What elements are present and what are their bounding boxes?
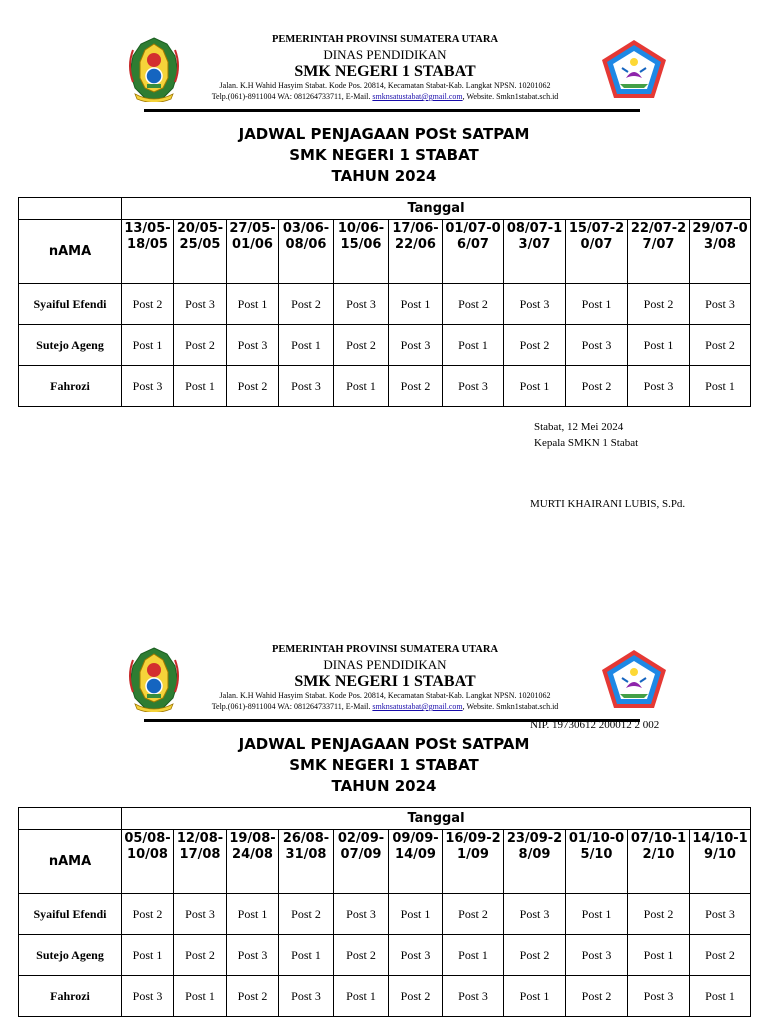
- post-assignment-cell: Post 1: [389, 284, 443, 325]
- post-assignment-cell: Post 2: [279, 894, 334, 935]
- signature-name: MURTI KHAIRANI LUBIS, S.Pd.: [530, 498, 686, 510]
- post-assignment-cell: Post 1: [690, 366, 751, 407]
- post-assignment-cell: Post 1: [443, 325, 504, 366]
- date-group-header: Tanggal: [122, 198, 751, 220]
- letterhead-contact: [190, 702, 580, 711]
- date-column-header: 07/10-12/10: [628, 830, 690, 894]
- post-assignment-cell: Post 1: [628, 325, 690, 366]
- date-column-header: 02/09-07/09: [334, 830, 389, 894]
- post-assignment-cell: Post 1: [122, 935, 174, 976]
- letterhead-school-name: SMK NEGERI 1 STABAT: [294, 673, 476, 690]
- post-assignment-cell: Post 1: [443, 935, 504, 976]
- date-group-header: Tanggal: [122, 808, 751, 830]
- post-assignment-cell: Post 1: [628, 935, 690, 976]
- post-assignment-cell: Post 3: [174, 894, 227, 935]
- guard-name-cell: Sutejo Ageng: [19, 325, 122, 366]
- contact-website: , Website. Smkn1stabat.sch.id: [462, 702, 559, 711]
- document-year: TAHUN 2024: [331, 777, 437, 795]
- post-assignment-cell: Post 3: [504, 894, 566, 935]
- signature-nip: NIP. 19730612 200012 2 002: [530, 719, 660, 731]
- post-assignment-cell: Post 1: [279, 325, 334, 366]
- post-assignment-cell: Post 3: [227, 935, 279, 976]
- date-column-header: 20/05-25/05: [174, 220, 227, 284]
- letterhead: [0, 610, 768, 725]
- signature-position: Kepala SMKN 1 Stabat: [534, 437, 639, 449]
- post-assignment-cell: Post 2: [443, 894, 504, 935]
- letterhead-address: Jalan. K.H Wahid Hasyim Stabat. Kode Pos. 20814, Kecamatan Stabat-Kab. Langkat NPSN. 10201062: [219, 81, 551, 90]
- email-link[interactable]: smknsatustabat@gmail.com: [372, 92, 463, 101]
- date-column-header: 09/09-14/09: [389, 830, 443, 894]
- date-column-header: 23/09-28/09: [504, 830, 566, 894]
- post-assignment-cell: Post 3: [690, 894, 751, 935]
- post-assignment-cell: Post 3: [443, 366, 504, 407]
- post-assignment-cell: Post 2: [122, 284, 174, 325]
- document-title: JADWAL PENJAGAAN POSt SATPAM: [238, 125, 530, 143]
- post-assignment-cell: Post 1: [279, 935, 334, 976]
- table-group-header-row: [19, 198, 751, 220]
- table-row: [19, 284, 751, 325]
- post-assignment-cell: Post 3: [443, 976, 504, 1017]
- table-date-header-row: [19, 220, 751, 284]
- name-column-header: nAMA: [19, 220, 122, 284]
- table-row: [19, 976, 751, 1017]
- email-link[interactable]: smknsatustabat@gmail.com: [372, 702, 463, 711]
- date-column-header: 08/07-13/07: [504, 220, 566, 284]
- letterhead-department: DINAS PENDIDIKAN: [323, 657, 447, 672]
- post-assignment-cell: Post 3: [504, 284, 566, 325]
- date-column-header: 14/10-19/10: [690, 830, 751, 894]
- post-assignment-cell: Post 3: [628, 976, 690, 1017]
- blank-header-cell: [19, 198, 122, 220]
- table-row: [19, 325, 751, 366]
- date-column-header: 26/08-31/08: [279, 830, 334, 894]
- date-column-header: 17/06-22/06: [389, 220, 443, 284]
- post-assignment-cell: Post 3: [334, 284, 389, 325]
- document-title: JADWAL PENJAGAAN POSt SATPAM: [238, 735, 530, 753]
- letterhead-government: PEMERINTAH PROVINSI SUMATERA UTARA: [271, 34, 499, 45]
- post-assignment-cell: Post 1: [389, 894, 443, 935]
- letterhead-school-name: SMK NEGERI 1 STABAT: [294, 63, 476, 80]
- post-assignment-cell: Post 2: [566, 366, 628, 407]
- letterhead-divider: [144, 109, 640, 112]
- schedule-table-2: [18, 807, 751, 1017]
- post-assignment-cell: Post 2: [690, 935, 751, 976]
- guard-name-cell: Syaiful Efendi: [19, 894, 122, 935]
- province-emblem-icon: [123, 36, 185, 102]
- contact-website: , Website. Smkn1stabat.sch.id: [462, 92, 559, 101]
- document-subtitle: SMK NEGERI 1 STABAT: [289, 146, 479, 164]
- table-row: [19, 894, 751, 935]
- date-column-header: 19/08-24/08: [227, 830, 279, 894]
- date-column-header: 16/09-21/09: [443, 830, 504, 894]
- post-assignment-cell: Post 1: [504, 976, 566, 1017]
- post-assignment-cell: Post 3: [174, 284, 227, 325]
- post-assignment-cell: Post 1: [227, 894, 279, 935]
- post-assignment-cell: Post 1: [227, 284, 279, 325]
- post-assignment-cell: Post 3: [334, 894, 389, 935]
- post-assignment-cell: Post 2: [174, 935, 227, 976]
- post-assignment-cell: Post 2: [334, 325, 389, 366]
- post-assignment-cell: Post 1: [122, 325, 174, 366]
- post-assignment-cell: Post 2: [122, 894, 174, 935]
- guard-name-cell: Fahrozi: [19, 976, 122, 1017]
- date-column-header: 15/07-20/07: [566, 220, 628, 284]
- post-assignment-cell: Post 1: [504, 366, 566, 407]
- date-column-header: 27/05-01/06: [227, 220, 279, 284]
- post-assignment-cell: Post 3: [122, 366, 174, 407]
- post-assignment-cell: Post 2: [334, 935, 389, 976]
- document-year: TAHUN 2024: [331, 167, 437, 185]
- date-column-header: 10/06-15/06: [334, 220, 389, 284]
- school-emblem-icon: [600, 38, 668, 100]
- school-emblem-icon: [600, 648, 668, 710]
- post-assignment-cell: Post 2: [443, 284, 504, 325]
- province-emblem-icon: [123, 646, 185, 712]
- letterhead-contact: [190, 92, 580, 101]
- guard-name-cell: Syaiful Efendi: [19, 284, 122, 325]
- letterhead-department: DINAS PENDIDIKAN: [323, 47, 447, 62]
- document-subtitle: SMK NEGERI 1 STABAT: [289, 756, 479, 774]
- table-row: [19, 366, 751, 407]
- post-assignment-cell: Post 2: [227, 976, 279, 1017]
- date-column-header: 05/08-10/08: [122, 830, 174, 894]
- post-assignment-cell: Post 1: [334, 976, 389, 1017]
- date-column-header: 22/07-27/07: [628, 220, 690, 284]
- post-assignment-cell: Post 2: [227, 366, 279, 407]
- post-assignment-cell: Post 2: [628, 894, 690, 935]
- post-assignment-cell: Post 2: [690, 325, 751, 366]
- post-assignment-cell: Post 3: [566, 325, 628, 366]
- post-assignment-cell: Post 2: [504, 935, 566, 976]
- post-assignment-cell: Post 1: [566, 284, 628, 325]
- post-assignment-cell: Post 2: [174, 325, 227, 366]
- letterhead: [0, 0, 768, 115]
- post-assignment-cell: Post 3: [279, 366, 334, 407]
- date-column-header: 29/07-03/08: [690, 220, 751, 284]
- date-column-header: 03/06-08/06: [279, 220, 334, 284]
- post-assignment-cell: Post 3: [389, 325, 443, 366]
- signature-place-date: Stabat, 12 Mei 2024: [534, 421, 624, 433]
- contact-phone: Telp.(061)-8911004 WA: 081264733711, E-Mail.: [211, 702, 371, 711]
- post-assignment-cell: Post 2: [389, 976, 443, 1017]
- post-assignment-cell: Post 3: [389, 935, 443, 976]
- post-assignment-cell: Post 2: [279, 284, 334, 325]
- post-assignment-cell: Post 1: [334, 366, 389, 407]
- post-assignment-cell: Post 2: [389, 366, 443, 407]
- post-assignment-cell: Post 3: [628, 366, 690, 407]
- letterhead-government: PEMERINTAH PROVINSI SUMATERA UTARA: [271, 644, 499, 655]
- letterhead-address: Jalan. K.H Wahid Hasyim Stabat. Kode Pos. 20814, Kecamatan Stabat-Kab. Langkat NPSN. 10201062: [219, 691, 551, 700]
- guard-name-cell: Sutejo Ageng: [19, 935, 122, 976]
- name-column-header: nAMA: [19, 830, 122, 894]
- post-assignment-cell: Post 1: [174, 366, 227, 407]
- post-assignment-cell: Post 1: [566, 894, 628, 935]
- date-column-header: 12/08-17/08: [174, 830, 227, 894]
- post-assignment-cell: Post 2: [504, 325, 566, 366]
- post-assignment-cell: Post 2: [628, 284, 690, 325]
- post-assignment-cell: Post 1: [690, 976, 751, 1017]
- guard-name-cell: Fahrozi: [19, 366, 122, 407]
- table-date-header-row: [19, 830, 751, 894]
- schedule-table-1: [18, 197, 751, 407]
- contact-phone: Telp.(061)-8911004 WA: 081264733711, E-Mail.: [211, 92, 371, 101]
- table-group-header-row: [19, 808, 751, 830]
- post-assignment-cell: Post 1: [174, 976, 227, 1017]
- date-column-header: 13/05-18/05: [122, 220, 174, 284]
- date-column-header: 01/07-06/07: [443, 220, 504, 284]
- date-column-header: 01/10-05/10: [566, 830, 628, 894]
- post-assignment-cell: Post 3: [279, 976, 334, 1017]
- post-assignment-cell: Post 3: [566, 935, 628, 976]
- blank-header-cell: [19, 808, 122, 830]
- post-assignment-cell: Post 2: [566, 976, 628, 1017]
- post-assignment-cell: Post 3: [227, 325, 279, 366]
- table-row: [19, 935, 751, 976]
- post-assignment-cell: Post 3: [690, 284, 751, 325]
- post-assignment-cell: Post 3: [122, 976, 174, 1017]
